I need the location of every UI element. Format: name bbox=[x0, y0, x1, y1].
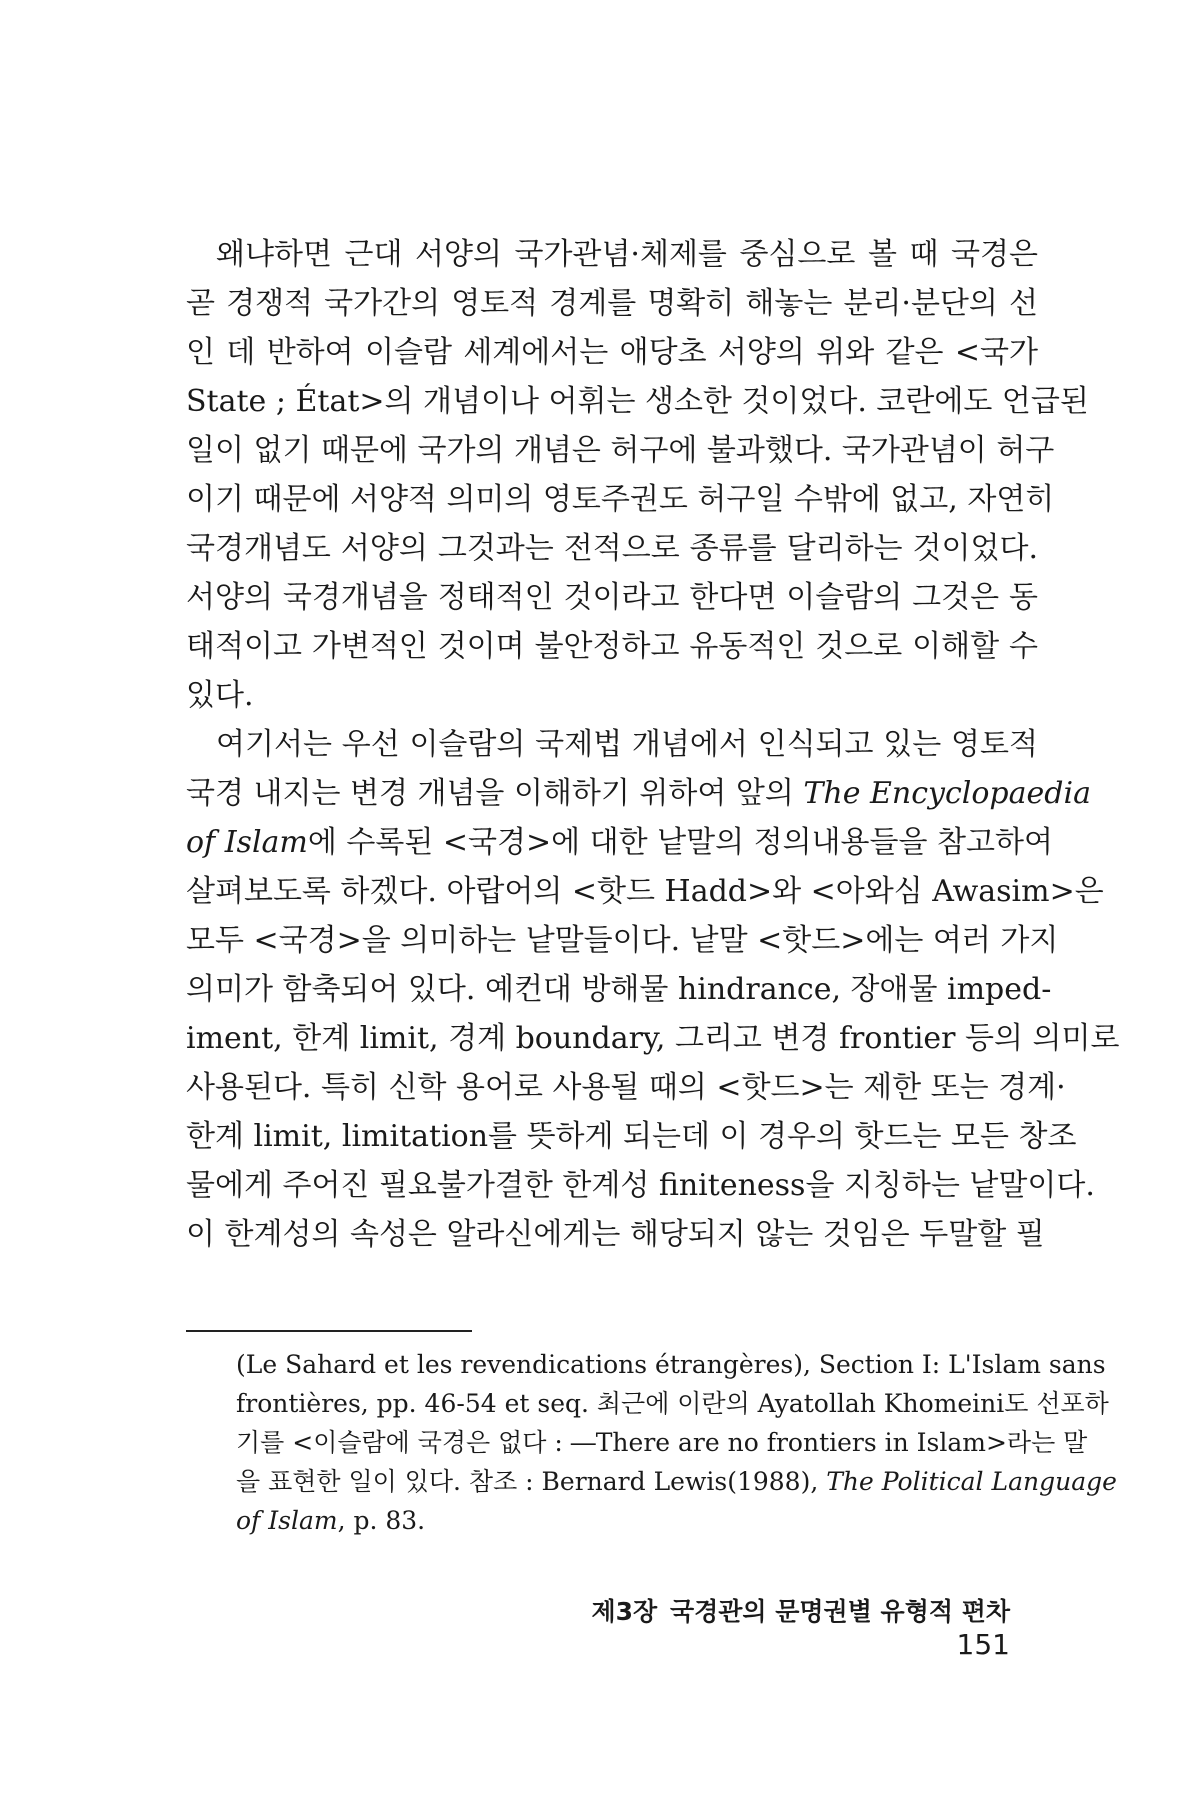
book-title-italic: The Encyclopaedia bbox=[803, 776, 1091, 811]
text-line: 서양의 국경개념을 정태적인 것이라고 한다면 이슬람의 그것은 동 bbox=[186, 580, 1038, 615]
footnote-line bbox=[236, 1501, 1038, 1540]
running-footer bbox=[540, 1592, 1010, 1661]
text-line: 일이 없기 때문에 국가의 개념은 허구에 불과했다. 국가관념이 허구 bbox=[186, 433, 1055, 468]
text-line: State ; État>의 개념이나 어휘는 생소한 것이었다. 코란에도 언급된 bbox=[186, 384, 1089, 419]
text-line: 사용된다. 특히 신학 용어로 사용될 때의 <핫드>는 제한 또는 경계· bbox=[186, 1070, 1066, 1105]
text-line: 한계 limit, limitation를 뜻하게 되는데 이 경우의 핫드는 모든 창조 bbox=[186, 1119, 1077, 1154]
text-run: 국경 내지는 변경 개념을 이해하기 위하여 앞의 bbox=[186, 776, 804, 811]
book-title-italic: of Islam bbox=[186, 825, 308, 860]
book-title-italic: The Political Language bbox=[826, 1467, 1117, 1496]
footnote-line: 기를 <이슬람에 국경은 없다 : ―There are no frontiers in Islam>라는 말 bbox=[236, 1428, 1088, 1457]
text-line: 살펴보도록 하겠다. 아랍어의 <핫드 Hadd>와 <아와심 Awasim>은 bbox=[186, 874, 1104, 909]
footnote-line: (Le Sahard et les revendications étrangères), Section Ⅰ: L'Islam sans bbox=[236, 1350, 1106, 1379]
footnote bbox=[236, 1345, 1117, 1540]
paragraph-1 bbox=[186, 230, 1089, 720]
text-line: iment, 한계 limit, 경계 boundary, 그리고 변경 frontier 등의 의미로 bbox=[186, 1021, 1120, 1056]
footnote-line bbox=[236, 1462, 1117, 1501]
footnote-line: frontières, pp. 46-54 et seq. 최근에 이란의 Ayatollah Khomeini도 선포하 bbox=[236, 1389, 1109, 1418]
text-line: 곧 경쟁적 국가간의 영토적 경계를 명확히 해놓는 분리·분단의 선 bbox=[186, 286, 1038, 321]
book-title-italic: of Islam bbox=[236, 1506, 338, 1535]
text-line: 인 데 반하여 이슬람 세계에서는 애당초 서양의 위와 같은 <국가 bbox=[186, 335, 1038, 370]
text-line: 여기서는 우선 이슬람의 국제법 개념에서 인식되고 있는 영토적 bbox=[216, 727, 1038, 762]
text-run: , p. 83. bbox=[337, 1506, 426, 1535]
text-line: 모두 <국경>을 의미하는 낱말들이다. 낱말 <핫드>에는 여러 가지 bbox=[186, 923, 1059, 958]
page-number: 151 bbox=[956, 1628, 1010, 1661]
text-line bbox=[186, 769, 1091, 818]
text-line: 의미가 함축되어 있다. 예컨대 방해물 hindrance, 장애물 imped- bbox=[186, 972, 1052, 1007]
paragraph-2 bbox=[186, 720, 1120, 1259]
footnote-divider bbox=[186, 1330, 472, 1332]
text-run: 에 수록된 <국경>에 대한 낱말의 정의내용들을 참고하여 bbox=[307, 825, 1053, 860]
text-run: 을 표현한 일이 있다. 참조 : Bernard Lewis(1988), bbox=[236, 1467, 827, 1496]
text-line: 국경개념도 서양의 그것과는 전적으로 종류를 달리하는 것이었다. bbox=[186, 531, 1038, 566]
text-line: 이 한계성의 속성은 알라신에게는 해당되지 않는 것임은 두말할 필 bbox=[186, 1217, 1045, 1252]
text-line: 물에게 주어진 필요불가결한 한계성 finiteness을 지칭하는 낱말이다. bbox=[186, 1168, 1095, 1203]
text-line: 이기 때문에 서양적 의미의 영토주권도 허구일 수밖에 없고, 자연히 bbox=[186, 482, 1055, 517]
text-line bbox=[186, 818, 1053, 867]
chapter-label: 제3장 bbox=[591, 1597, 658, 1626]
chapter-title: 국경관의 문명권별 유형적 편차 bbox=[669, 1597, 1010, 1626]
text-line: 있다. bbox=[186, 678, 254, 713]
main-text bbox=[186, 230, 1120, 1259]
text-line: 태적이고 가변적인 것이며 불안정하고 유동적인 것으로 이해할 수 bbox=[186, 629, 1038, 664]
text-line: 왜냐하면 근대 서양의 국가관념·체제를 중심으로 볼 때 국경은 bbox=[216, 237, 1038, 272]
